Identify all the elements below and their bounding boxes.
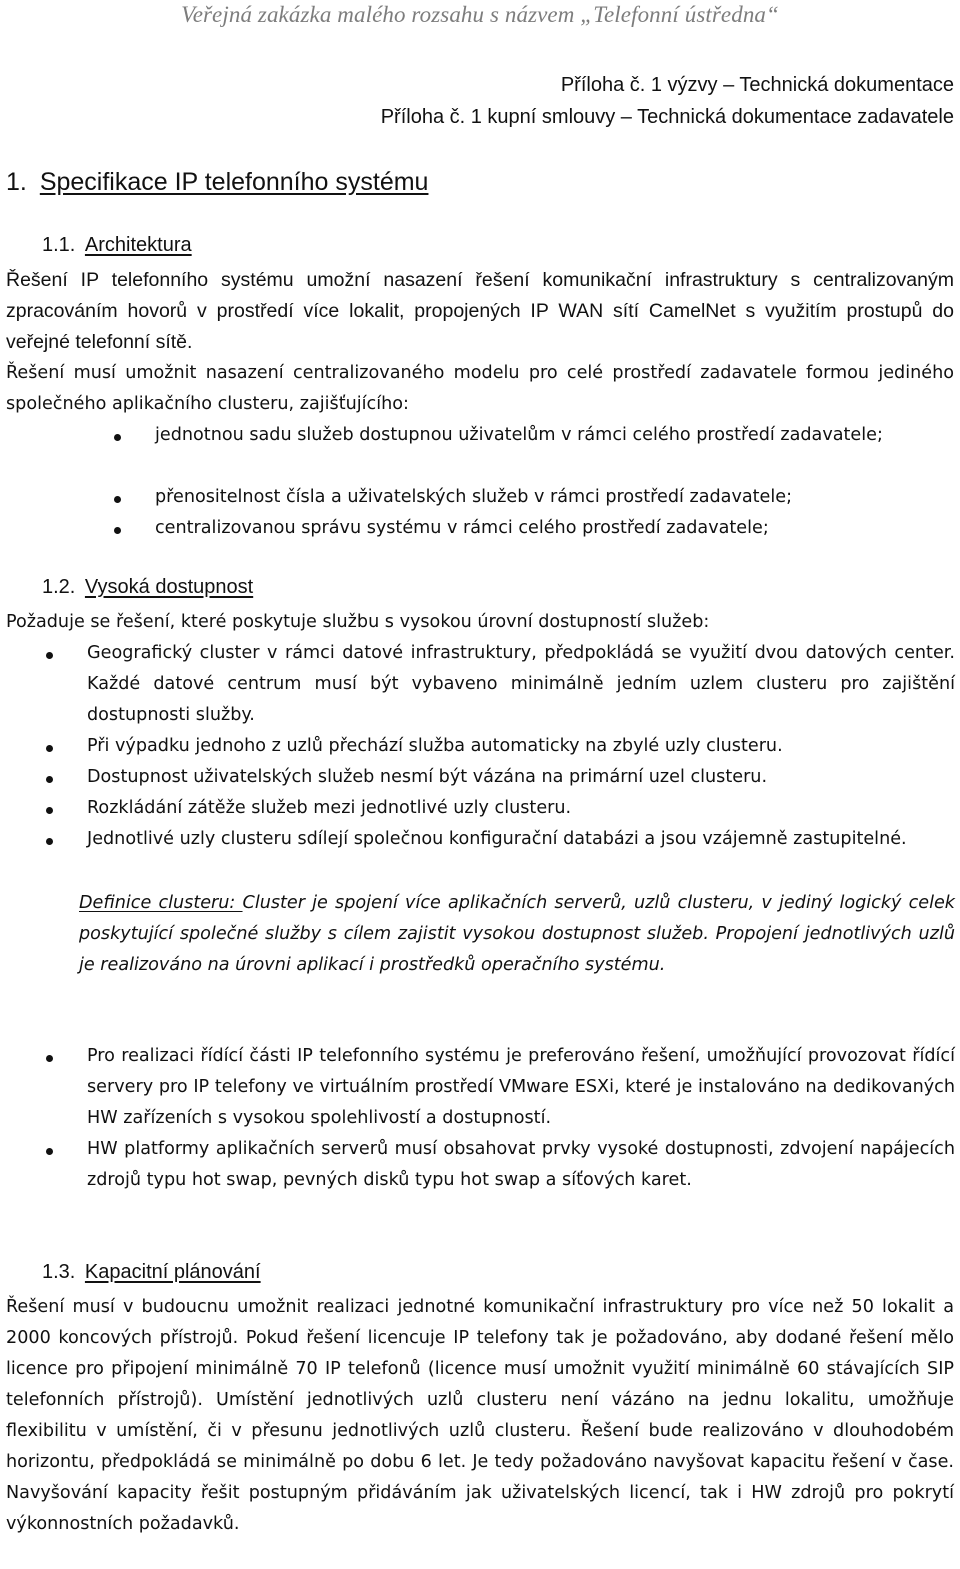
availability-bullet-1: Geografický cluster v rámci datové infrastruktury, předpokládá se využití dvou datových center. Každé datové centrum musí být vybaveno minimálně jedním uzlem clusteru pro zajištění dostupnosti služby. [87, 643, 955, 725]
architecture-paragraph-1: Řešení IP telefonního systému umožní nasazení řešení komunikační infrastruktury s centralizovaným zpracováním hovorů v prostředí více lokalit, propojených IP WAN sítí CamelNet s využitím prostupů do veřejné telefonní sítě. [6, 269, 954, 353]
cluster-definition-label: Definice clusteru: [79, 893, 243, 913]
cluster-definition-text: Cluster je spojení více aplikačních serverů, uzlů clusteru, v jediný logický celek poskytující společné služby s cílem zajistit vysokou dostupnost služeb. Propojení jednotlivých uzlů je realizováno na úrovni aplikací i prostředků operačního systému. [79, 893, 955, 975]
cluster-definition [79, 888, 955, 981]
bullet-dot [114, 496, 121, 503]
bullet-dot [46, 652, 53, 659]
bullet-dot [114, 434, 121, 441]
availability-bullet-3: Dostupnost uživatelských služeb nesmí být vázána na primární uzel clusteru. [87, 767, 768, 787]
bullet-dot [114, 527, 121, 534]
platform-bullet-2: HW platformy aplikačních serverů musí obsahovat prvky vysoké dostupnosti, zdvojení napájecích zdrojů typu hot swap, pevných disků typu hot swap a síťových karet. [87, 1139, 955, 1190]
section-1-1-number: 1.1. [42, 234, 76, 256]
architecture-bullet-1: jednotnou sadu služeb dostupnou uživatelům v rámci celého prostředí zadavatele; [155, 425, 883, 445]
section-1-3-heading [42, 1261, 261, 1284]
section-1-3-title: Kapacitní plánování [84, 1261, 261, 1283]
section-1-number: 1. [6, 168, 27, 196]
section-1-1-title: Architektura [84, 234, 192, 256]
bullet-dot [46, 745, 53, 752]
bullet-dot [46, 807, 53, 814]
capacity-paragraph: Řešení musí v budoucnu umožnit realizaci jednotné komunikační infrastruktury pro více než 50 lokalit a 2000 koncových přístrojů. Pokud řešení licencuje IP telefony tak je požadováno, aby dodané řešení mělo licence pro připojení minimálně 70 IP telefonů (licence musí umožnit využití minimálně 60 stávajících SIP telefonních přístrojů). Umístění jednotlivých uzlů clusteru není vázáno na jednu lokalitu, umožňuje flexibilitu v umístění, či v přesunu jednotlivých uzlů clusteru. Řešení bude realizováno v dlouhodobém horizontu, předpokládá se minimálně po dobu 6 let. Je tedy požadováno navyšovat kapacitu řešení v čase. Navyšování kapacity řešit postupným přidáváním jak uživatelských licencí, tak i HW zdrojů pro pokrytí výkonnostních požadavků. [6, 1297, 954, 1534]
architecture-bullet-3: centralizovanou správu systému v rámci celého prostředí zadavatele; [155, 518, 769, 538]
bullet-dot [46, 776, 53, 783]
bullet-dot [46, 1055, 53, 1062]
section-1-2-number: 1.2. [42, 576, 76, 598]
page-header: Veřejná zakázka malého rozsahu s názvem „Telefonní ústředna“ [181, 2, 779, 27]
availability-bullet-4: Rozkládání zátěže služeb mezi jednotlivé uzly clusteru. [87, 798, 572, 818]
architecture-bullet-2: přenositelnost čísla a uživatelských služeb v rámci prostředí zadavatele; [155, 487, 793, 507]
attachment-line-2: Příloha č. 1 kupní smlouvy – Technická dokumentace zadavatele [380, 106, 954, 128]
section-1-1-heading [42, 234, 192, 257]
section-1-2-title: Vysoká dostupnost [84, 576, 254, 598]
availability-intro: Požaduje se řešení, které poskytuje službu s vysokou úrovní dostupností služeb: [6, 612, 710, 632]
section-1-heading [6, 168, 428, 197]
bullet-dot [46, 838, 53, 845]
section-1-3-number: 1.3. [42, 1261, 76, 1283]
section-1-title: Specifikace IP telefonního systému [39, 168, 429, 196]
bullet-dot [46, 1148, 53, 1155]
section-1-2-heading [42, 576, 253, 599]
architecture-paragraph-2: Řešení musí umožnit nasazení centralizovaného modelu pro celé prostředí zadavatele formou jediného společného aplikačního clusteru, zajišťujícího: [6, 363, 954, 414]
platform-bullet-1: Pro realizaci řídící části IP telefonního systému je preferováno řešení, umožňující provozovat řídící servery pro IP telefony ve virtuálním prostředí VMware ESXi, které je instalováno na dedikovaných HW zařízeních s vysokou spolehlivostí a dostupností. [87, 1046, 955, 1128]
availability-bullet-2: Při výpadku jednoho z uzlů přechází služba automaticky na zbylé uzly clusteru. [87, 736, 783, 756]
availability-bullet-5: Jednotlivé uzly clusteru sdílejí společnou konfigurační databázi a jsou vzájemně zastupitelné. [87, 829, 907, 849]
attachment-line-1: Příloha č. 1 výzvy – Technická dokumentace [560, 74, 954, 96]
